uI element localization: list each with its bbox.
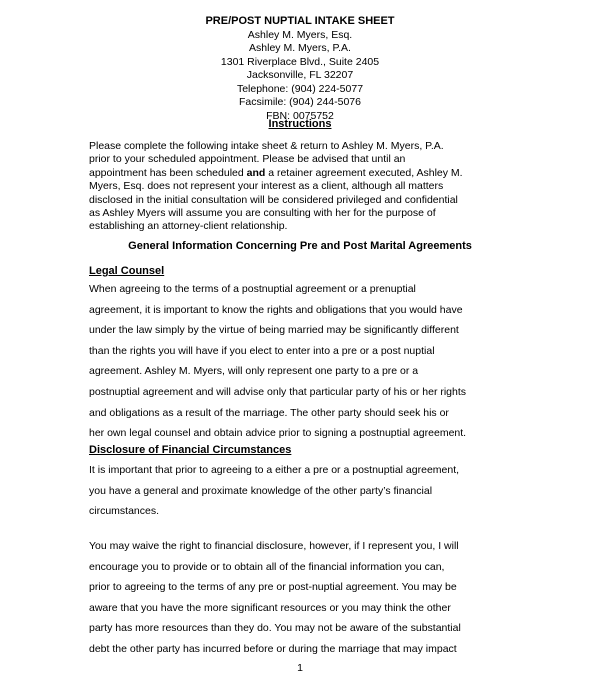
paragraph-line: under the law simply by the virtue of being married may be significantly different	[89, 324, 459, 337]
paragraph-line: You may waive the right to financial disclosure, however, if I represent you, I will	[89, 540, 459, 552]
paragraph-line: party has more resources than they do. You may not be aware of the substantial	[89, 622, 461, 635]
paragraph-line: When agreeing to the terms of a postnuptial agreement or a prenuptial	[89, 283, 416, 295]
paragraph-line: aware that you have the more significant resources or you may think the other	[89, 601, 451, 614]
paragraph-line: and obligations as a result of the marriage. The other party should seek his or	[89, 406, 449, 419]
paragraph-line: debt the other party has incurred before or during the marriage that may impact	[89, 642, 457, 655]
emphasis-and: and	[246, 166, 266, 179]
paragraph-line: her own legal counsel and obtain advice prior to signing a postnuptial agreement.	[89, 427, 467, 440]
letterhead	[0, 15, 600, 123]
general-info-heading: General Information Concerning Pre and Post Marital Agreements	[128, 240, 472, 252]
paragraph-line: encourage you to provide or to obtain all of the financial information you can,	[89, 560, 445, 573]
fbn-number: FBN: 0075752	[266, 109, 334, 122]
instructions-line: establishing an attorney-client relationship.	[89, 220, 288, 233]
street-address: 1301 Riverplace Blvd., Suite 2405	[220, 55, 380, 68]
paragraph-line: than the rights you will have if you elect to enter into a pre or a post nuptial	[89, 344, 435, 357]
instructions-line: Myers, Esq. does not represent your interest as a client, although all matters	[89, 180, 444, 193]
instructions-heading: Instructions	[268, 118, 332, 130]
facsimile: Facsimile: (904) 244-5076	[239, 96, 361, 108]
instructions-line: appointment has been scheduled and a retainer agreement executed, Ashley M.	[89, 166, 463, 179]
firm-name: Ashley M. Myers, P.A.	[249, 42, 351, 54]
document-title: PRE/POST NUPTIAL INTAKE SHEET	[205, 15, 395, 27]
paragraph-line: circumstances.	[89, 505, 160, 518]
paragraph-line: agreement. Ashley M. Myers, will only represent one party to a pre or a	[89, 365, 419, 378]
instructions-line: disclosed in the initial consultation will be considered privileged and confidential	[89, 193, 458, 206]
instructions-paragraph	[89, 140, 529, 234]
financial-disclosure-heading: Disclosure of Financial Circumstances	[89, 444, 292, 456]
city-state-zip: Jacksonville, FL 32207	[246, 69, 354, 81]
paragraph-line: you have a general and proximate knowledge of the other party’s financial	[89, 484, 433, 497]
paragraph-line: postnuptial agreement and will advise only that particular party of his or her rights	[89, 385, 467, 398]
instructions-line: as Ashley Myers will assume you are consulting with her for the purpose of	[89, 207, 436, 220]
telephone: Telephone: (904) 224-5077	[236, 82, 364, 95]
paragraph-line: prior to agreeing to the terms of any pre or post-nuptial agreement. You may be	[89, 581, 457, 594]
instructions-line: prior to your scheduled appointment. Please be advised that until an	[89, 153, 406, 166]
disclosure-paragraph-2	[89, 536, 529, 660]
legal-counsel-heading: Legal Counsel	[89, 265, 165, 277]
page-number: 1	[297, 662, 303, 674]
paragraph-line: agreement, it is important to know the rights and obligations that you would have	[89, 303, 463, 316]
paragraph-line: It is important that prior to agreeing to a either a pre or a postnuptial agreement,	[89, 464, 460, 476]
disclosure-paragraph-1	[89, 460, 529, 522]
attorney-name: Ashley M. Myers, Esq.	[247, 28, 353, 41]
legal-counsel-paragraph	[89, 279, 529, 444]
instructions-line: Please complete the following intake sheet & return to Ashley M. Myers, P.A.	[89, 140, 444, 152]
